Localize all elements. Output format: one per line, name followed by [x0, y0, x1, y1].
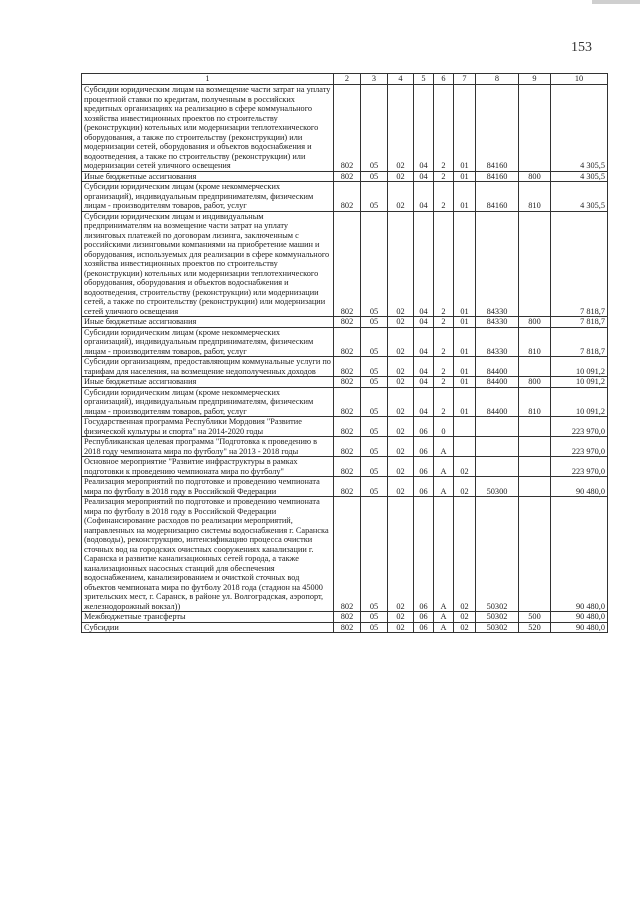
event-code-cell: 02: [454, 477, 476, 497]
ministry-code-cell: 802: [334, 457, 361, 477]
subprogram-code-cell: 2: [434, 85, 454, 172]
scan-edge-mark: [592, 0, 640, 4]
ministry-code-cell: 802: [334, 317, 361, 328]
page-number: 153: [571, 40, 592, 55]
subsection-code-cell: 02: [388, 457, 414, 477]
expense-type-code-cell: 500: [519, 612, 551, 623]
section-code-cell: 05: [361, 417, 388, 437]
target-item-code-cell: 84160: [476, 182, 519, 212]
program-code-cell: 04: [414, 387, 434, 417]
expense-type-code-cell: [519, 497, 551, 612]
event-code-cell: [454, 417, 476, 437]
event-code-cell: 01: [454, 377, 476, 388]
section-code-cell: 05: [361, 497, 388, 612]
header-cell: 5: [414, 74, 434, 85]
expense-type-code-cell: 800: [519, 317, 551, 328]
table-row: [82, 85, 608, 172]
header-cell: 10: [551, 74, 608, 85]
header-cell: 3: [361, 74, 388, 85]
target-item-code-cell: 84330: [476, 211, 519, 317]
event-code-cell: 02: [454, 497, 476, 612]
amount-cell: 4 305,5: [551, 171, 608, 182]
subsection-code-cell: 02: [388, 612, 414, 623]
expense-type-code-cell: [519, 457, 551, 477]
amount-cell: 90 480,0: [551, 612, 608, 623]
program-code-cell: 04: [414, 357, 434, 377]
ministry-code-cell: 802: [334, 85, 361, 172]
program-code-cell: 06: [414, 497, 434, 612]
target-item-code-cell: 84400: [476, 387, 519, 417]
row-description-cell: Иные бюджетные ассигнования: [82, 317, 334, 328]
program-code-cell: 04: [414, 211, 434, 317]
table-row: [82, 477, 608, 497]
expense-type-code-cell: [519, 417, 551, 437]
row-description-cell: Реализация мероприятий по подготовке и проведению чемпионата мира по футболу в 2018 году в Российской Федерации (Софинансирование расходов по реализации мероприятий, направленных на модернизацию системы водоснабжения г. Саранска (водоводы), реконструкцию, интенсификацию процесса очистки сточных вод на городских очистных сооружениях канализации г. Саранска и развитие канализационных сетей города, а также канализационных насосных станций для обеспечения водоснабжением, канализированием и очисткой сточных вод объектов чемпионата мира по футболу 2018 года (стадион на 45000 зрительских мест, г. Саранск, в районе ул. Волгоградская, аэропорт, железнодорожный вокзал)): [82, 497, 334, 612]
expense-type-code-cell: 520: [519, 622, 551, 633]
target-item-code-cell: 50300: [476, 477, 519, 497]
table-row: [82, 182, 608, 212]
ministry-code-cell: 802: [334, 612, 361, 623]
row-description-cell: Субсидии юридическим лицам (кроме некоммерческих организаций), индивидуальным предпринимателям, физическим лицам - производителям товаров, работ, услуг: [82, 327, 334, 357]
ministry-code-cell: 802: [334, 377, 361, 388]
event-code-cell: 01: [454, 327, 476, 357]
amount-cell: 90 480,0: [551, 477, 608, 497]
subsection-code-cell: 02: [388, 317, 414, 328]
subsection-code-cell: 02: [388, 497, 414, 612]
amount-cell: 10 091,2: [551, 377, 608, 388]
row-description-cell: Субсидии: [82, 622, 334, 633]
subprogram-code-cell: 0: [434, 417, 454, 437]
program-code-cell: 04: [414, 317, 434, 328]
target-item-code-cell: 84330: [476, 317, 519, 328]
section-code-cell: 05: [361, 457, 388, 477]
subprogram-code-cell: 2: [434, 327, 454, 357]
program-code-cell: 06: [414, 437, 434, 457]
row-description-cell: Субсидии юридическим лицам (кроме некоммерческих организаций), индивидуальным предпринимателям, физическим лицам - производителям товаров, работ, услуг: [82, 182, 334, 212]
program-code-cell: 04: [414, 171, 434, 182]
header-cell: 7: [454, 74, 476, 85]
ministry-code-cell: 802: [334, 437, 361, 457]
subsection-code-cell: 02: [388, 417, 414, 437]
subsection-code-cell: 02: [388, 477, 414, 497]
header-row: [82, 74, 608, 85]
subsection-code-cell: 02: [388, 182, 414, 212]
amount-cell: 90 480,0: [551, 497, 608, 612]
target-item-code-cell: 84160: [476, 171, 519, 182]
program-code-cell: 04: [414, 182, 434, 212]
amount-cell: 10 091,2: [551, 387, 608, 417]
header-cell: 1: [82, 74, 334, 85]
subprogram-code-cell: А: [434, 497, 454, 612]
section-code-cell: 05: [361, 327, 388, 357]
budget-table: [81, 73, 608, 633]
target-item-code-cell: 84160: [476, 85, 519, 172]
section-code-cell: 05: [361, 171, 388, 182]
expense-type-code-cell: 800: [519, 171, 551, 182]
row-description-cell: Основное мероприятие "Развитие инфраструктуры в рамках подготовки к проведению чемпионата мира по футболу": [82, 457, 334, 477]
amount-cell: 223 970,0: [551, 417, 608, 437]
table-row: [82, 622, 608, 633]
row-description-cell: Иные бюджетные ассигнования: [82, 171, 334, 182]
event-code-cell: 01: [454, 211, 476, 317]
section-code-cell: 05: [361, 85, 388, 172]
program-code-cell: 06: [414, 457, 434, 477]
subprogram-code-cell: 2: [434, 171, 454, 182]
section-code-cell: 05: [361, 182, 388, 212]
subsection-code-cell: 02: [388, 622, 414, 633]
section-code-cell: 05: [361, 357, 388, 377]
section-code-cell: 05: [361, 387, 388, 417]
row-description-cell: Реализация мероприятий по подготовке и проведению чемпионата мира по футболу в 2018 году в Российской Федерации: [82, 477, 334, 497]
table-row: [82, 211, 608, 317]
event-code-cell: 02: [454, 457, 476, 477]
event-code-cell: 01: [454, 357, 476, 377]
subsection-code-cell: 02: [388, 327, 414, 357]
amount-cell: 4 305,5: [551, 182, 608, 212]
section-code-cell: 05: [361, 211, 388, 317]
subprogram-code-cell: 2: [434, 377, 454, 388]
row-description-cell: Субсидии организациям, предоставляющим коммунальные услуги по тарифам для населения, на возмещение недополученных доходов: [82, 357, 334, 377]
ministry-code-cell: 802: [334, 182, 361, 212]
amount-cell: 7 818,7: [551, 211, 608, 317]
expense-type-code-cell: [519, 357, 551, 377]
subsection-code-cell: 02: [388, 377, 414, 388]
expense-type-code-cell: [519, 85, 551, 172]
subsection-code-cell: 02: [388, 211, 414, 317]
event-code-cell: 02: [454, 612, 476, 623]
event-code-cell: 01: [454, 182, 476, 212]
amount-cell: 223 970,0: [551, 437, 608, 457]
table-row: [82, 497, 608, 612]
row-description-cell: Республиканская целевая программа "Подготовка к проведению в 2018 году чемпионата мира по футболу" на 2013 - 2018 годы: [82, 437, 334, 457]
program-code-cell: 06: [414, 622, 434, 633]
subsection-code-cell: 02: [388, 437, 414, 457]
target-item-code-cell: [476, 417, 519, 437]
subprogram-code-cell: А: [434, 437, 454, 457]
table-row: [82, 327, 608, 357]
subprogram-code-cell: 2: [434, 211, 454, 317]
program-code-cell: 04: [414, 85, 434, 172]
expense-type-code-cell: [519, 477, 551, 497]
target-item-code-cell: 50302: [476, 612, 519, 623]
subsection-code-cell: 02: [388, 387, 414, 417]
subprogram-code-cell: 2: [434, 317, 454, 328]
table-row: [82, 317, 608, 328]
target-item-code-cell: 84400: [476, 377, 519, 388]
table-row: [82, 417, 608, 437]
header-cell: 9: [519, 74, 551, 85]
expense-type-code-cell: 800: [519, 377, 551, 388]
subprogram-code-cell: А: [434, 622, 454, 633]
header-cell: 6: [434, 74, 454, 85]
subsection-code-cell: 02: [388, 85, 414, 172]
ministry-code-cell: 802: [334, 387, 361, 417]
event-code-cell: 01: [454, 317, 476, 328]
program-code-cell: 06: [414, 612, 434, 623]
program-code-cell: 06: [414, 477, 434, 497]
table-row: [82, 437, 608, 457]
row-description-cell: Субсидии юридическим лицам на возмещение части затрат на уплату процентной ставки по кредитам, полученным в российских кредитных организациях на реализацию в сфере коммунального хозяйства инвестиционных проектов по строительству (реконструкции) котельных или модернизации теплотехнического оборудования, а также по строительству (реконструкции) или модернизации сетей, оборудования и объектов водоснабжения и водоотведения, а также по строительству (реконструкции) или модернизации сетей уличного освещения: [82, 85, 334, 172]
target-item-code-cell: 84400: [476, 357, 519, 377]
event-code-cell: 01: [454, 387, 476, 417]
table-row: [82, 377, 608, 388]
program-code-cell: 04: [414, 377, 434, 388]
target-item-code-cell: [476, 437, 519, 457]
section-code-cell: 05: [361, 437, 388, 457]
table-row: [82, 357, 608, 377]
subprogram-code-cell: 2: [434, 182, 454, 212]
subprogram-code-cell: А: [434, 457, 454, 477]
amount-cell: 4 305,5: [551, 85, 608, 172]
section-code-cell: 05: [361, 377, 388, 388]
header-cell: 4: [388, 74, 414, 85]
section-code-cell: 05: [361, 622, 388, 633]
section-code-cell: 05: [361, 477, 388, 497]
target-item-code-cell: 50302: [476, 622, 519, 633]
ministry-code-cell: 802: [334, 357, 361, 377]
row-description-cell: Субсидии юридическим лицам и индивидуальным предпринимателям на возмещение части затрат на уплату лизинговых платежей по договорам лизинга, заключенным с российскими лизинговыми компаниями на приобретение машин и оборудования, используемых для реализации в сфере коммунального хозяйства инвестиционных проектов по строительству (реконструкции) котельных или модернизации теплотехнического оборудования, оборудования и объектов водоснабжения и водоотведения, строительству (реконструкции) или модернизации сетей, а также по строительству (реконструкции) или модернизации сетей уличного освещения: [82, 211, 334, 317]
expense-type-code-cell: 810: [519, 387, 551, 417]
ministry-code-cell: 802: [334, 171, 361, 182]
ministry-code-cell: 802: [334, 622, 361, 633]
row-description-cell: Иные бюджетные ассигнования: [82, 377, 334, 388]
event-code-cell: [454, 437, 476, 457]
program-code-cell: 04: [414, 327, 434, 357]
expense-type-code-cell: [519, 437, 551, 457]
subprogram-code-cell: А: [434, 612, 454, 623]
target-item-code-cell: 50302: [476, 497, 519, 612]
header-cell: 2: [334, 74, 361, 85]
subsection-code-cell: 02: [388, 357, 414, 377]
subprogram-code-cell: 2: [434, 357, 454, 377]
subsection-code-cell: 02: [388, 171, 414, 182]
expense-type-code-cell: 810: [519, 327, 551, 357]
amount-cell: 10 091,2: [551, 357, 608, 377]
ministry-code-cell: 802: [334, 477, 361, 497]
section-code-cell: 05: [361, 612, 388, 623]
section-code-cell: 05: [361, 317, 388, 328]
ministry-code-cell: 802: [334, 327, 361, 357]
program-code-cell: 06: [414, 417, 434, 437]
target-item-code-cell: [476, 457, 519, 477]
amount-cell: 7 818,7: [551, 317, 608, 328]
event-code-cell: 02: [454, 622, 476, 633]
table-row: [82, 612, 608, 623]
subprogram-code-cell: А: [434, 477, 454, 497]
ministry-code-cell: 802: [334, 417, 361, 437]
header-cell: 8: [476, 74, 519, 85]
row-description-cell: Межбюджетные трансферты: [82, 612, 334, 623]
table-row: [82, 171, 608, 182]
row-description-cell: Государственная программа Республики Мордовия "Развитие физической культуры и спорта" на 2014-2020 годы: [82, 417, 334, 437]
amount-cell: 90 480,0: [551, 622, 608, 633]
row-description-cell: Субсидии юридическим лицам (кроме некоммерческих организаций), индивидуальным предпринимателям, физическим лицам - производителям товаров, работ, услуг: [82, 387, 334, 417]
expense-type-code-cell: 810: [519, 182, 551, 212]
table-row: [82, 387, 608, 417]
amount-cell: 7 818,7: [551, 327, 608, 357]
ministry-code-cell: 802: [334, 211, 361, 317]
ministry-code-cell: 802: [334, 497, 361, 612]
target-item-code-cell: 84330: [476, 327, 519, 357]
expense-type-code-cell: [519, 211, 551, 317]
table-row: [82, 457, 608, 477]
amount-cell: 223 970,0: [551, 457, 608, 477]
subprogram-code-cell: 2: [434, 387, 454, 417]
event-code-cell: 01: [454, 171, 476, 182]
event-code-cell: 01: [454, 85, 476, 172]
